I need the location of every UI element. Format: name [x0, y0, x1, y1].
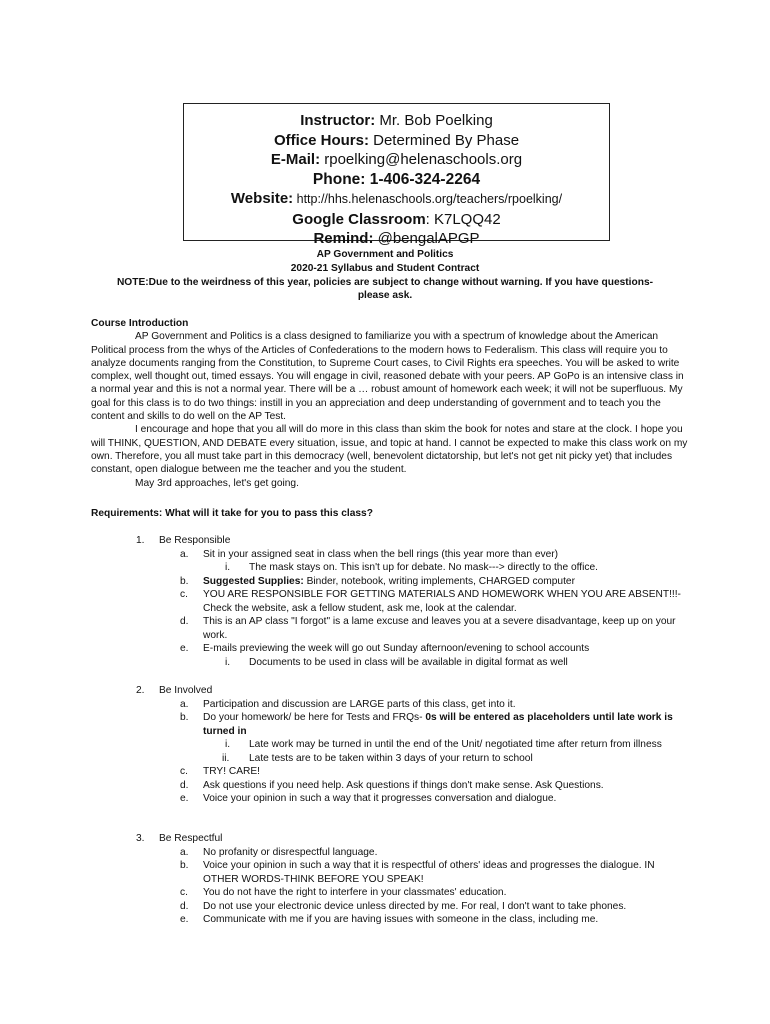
- list-item: a. Participation and discussion are LARGE parts of this class, get into it.: [180, 698, 516, 710]
- note-line: NOTE:Due to the weirdness of this year, policies are subject to change without warning. If you have questions-: [116, 277, 654, 288]
- note-line-2: please ask.: [357, 290, 413, 301]
- requirements-list-3: [136, 832, 686, 927]
- list-item: d. Ask questions if you need help. Ask questions if things don't make sense. Ask Questions.: [180, 779, 604, 791]
- website-line: Website: http://hhs.helenaschools.org/teachers/rpoelking/: [230, 190, 563, 207]
- list-item: a. Sit in your assigned seat in class when the bell rings (this year more than ever): [180, 548, 559, 560]
- list-item: e. Communicate with me if you are having issues with someone in the class, including me.: [180, 914, 599, 925]
- list-item: c. TRY! CARE!: [180, 766, 260, 777]
- list-item: i. The mask stays on. This isn't up for debate. No mask---> directly to the office.: [225, 562, 598, 573]
- email-link[interactable]: rpoelking@helenaschools.org: [320, 151, 523, 168]
- list-item: d. Do not use your electronic device unless directed by me. For real, I don't want to take phones.: [180, 900, 627, 912]
- google-classroom-line: Google Classroom: K7LQQ42: [292, 210, 501, 228]
- list-item: e. Voice your opinion in such a way that it progresses conversation and dialogue.: [180, 793, 557, 804]
- instructor-line: Instructor: Mr. Bob Poelking: [300, 112, 493, 129]
- contact-info-box: [183, 103, 610, 247]
- list-item: i. Late work may be turned in until the end of the Unit/ negotiated time after return from illness: [225, 739, 662, 750]
- phone-line: Phone: 1-406-324-2264: [312, 170, 481, 188]
- requirements-heading: Requirements: What will it take for you to pass this class?: [91, 508, 373, 519]
- list-item: a. No profanity or disrespectful language.: [180, 846, 378, 858]
- list-item: 1. Be Responsible: [136, 535, 231, 546]
- list-item: c. YOU ARE RESPONSIBLE FOR GETTING MATERIALS AND HOMEWORK WHEN YOU ARE ABSENT!!!-Check the website, ask a fellow student, ask me, look at the calendar.: [180, 589, 681, 614]
- list-item: d. This is an AP class "I forgot" is a lame excuse and leaves you at a severe disadvantage, keep up on your work.: [180, 616, 676, 641]
- list-item: b. Do your homework/ be here for Tests and FRQs- 0s will be entered as placeholders until late work is turned in: [180, 712, 673, 737]
- intro-paragraph-2: I encourage and hope that you all will do more in this class than skim the book for notes and stare at the clock. I hope you will THINK, QUESTION, AND DEBATE every situation, issue, and topic at hand. I cannot be expected to make this class work on my own. Therefore, you all must take part in this democracy (well, benevolent dictatorship, but let's not get nit picky yet) that includes constant, open dialogue between me the teacher and you the student.: [91, 424, 688, 476]
- list-item: i. Documents to be used in class will be available in digital format as well: [225, 656, 568, 668]
- course-introduction: [91, 317, 691, 490]
- intro-paragraph-3: May 3rd approaches, let's get going.: [135, 477, 299, 489]
- list-item: b. Voice your opinion in such a way that it is respectful of others' ideas and progresses the dialogue. IN OTHER WORDS-THINK BEFORE YOU SPEAK!: [180, 860, 655, 885]
- section-heading: Course Introduction: [91, 318, 189, 329]
- list-item: ii. Late tests are to be taken within 3 days of your return to school: [222, 752, 533, 764]
- intro-paragraph-1: AP Government and Politics is a class designed to familiarize you with a spectrum of knowledge about the American Political process from the whys of the Articles of Confederations to the modern hows to Federalism. This class will require you to analyze documents ranging from the Constitution, to Supreme Court cases, to Civil Rights era speeches. You will be asked to write complex, well thought out, timed essays. You will engage in civil, reasoned debate with your peers. AP GoPo is an intensive class in a normal year and this is not a normal year. There will be a … robust amount of homework each week; it will not be superfluous. My goal for this class is to do two things: instill in you an appreciation and deep understanding of government and to teach you the content and skills to do well on the AP Test.: [91, 331, 684, 423]
- list-item: 2. Be Involved: [136, 685, 213, 696]
- list-item: c. You do not have the right to interfere in your classmates' education.: [180, 887, 507, 898]
- syllabus-title: 2020-21 Syllabus and Student Contract: [290, 263, 480, 274]
- requirements-list-2: [136, 684, 686, 806]
- list-item: e. E-mails previewing the week will go out Sunday afternoon/evening to school accounts: [180, 643, 590, 654]
- requirements-list-1: [136, 534, 686, 669]
- website-link[interactable]: http://hhs.helenaschools.org/teachers/rpoelking/: [293, 192, 563, 206]
- list-item: b. Suggested Supplies: Binder, notebook, writing implements, CHARGED computer: [180, 575, 575, 587]
- course-title: AP Government and Politics: [316, 249, 454, 260]
- list-item: 3. Be Respectful: [136, 833, 223, 844]
- remind-line: Remind: @bengalAPGP: [313, 230, 480, 247]
- office-hours-line: Office Hours: Determined By Phase: [273, 131, 520, 149]
- email-line: E-Mail: rpoelking@helenaschools.org: [270, 151, 523, 168]
